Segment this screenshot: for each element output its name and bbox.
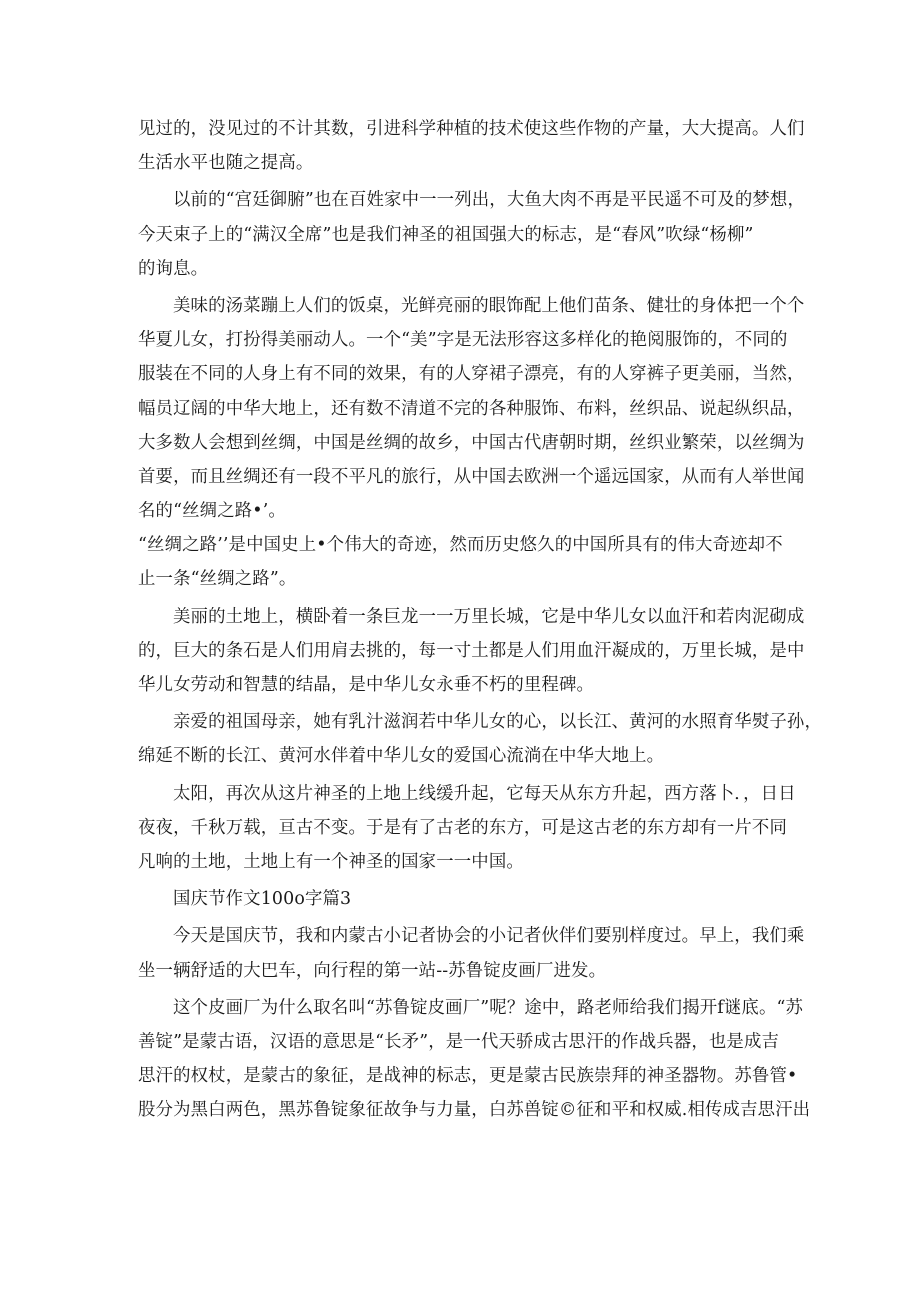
text-line: 思汗的权杖，是蒙古的象征，是战神的标志，更是蒙古民族崇拜的神圣器物。苏鲁管• xyxy=(138,1066,798,1087)
text-line: “丝绸之路’’是中国史上•个伟大的奇迹，然而历史悠久的中国所具有的伟大奇迹却不 xyxy=(138,535,783,556)
text-line: 绵延不断的长江、黄河水伴着中华儿女的爱国心流淌在中华大地上。 xyxy=(138,746,665,767)
text-line: 股分为黑白两色，黑苏鲁锭象征故争与力量，白苏兽锭©征和平和权威.相传成吉思汗出 xyxy=(138,1100,811,1121)
text-line: 服装在不同的人身上有不同的效果，有的人穿裙子漂亮，有的人穿裤子更美丽，当然， xyxy=(138,364,805,385)
text-line: 凡响的土地，土地上有一个神圣的国家一一中国。 xyxy=(138,851,524,872)
section-heading xyxy=(138,882,780,916)
paragraph xyxy=(138,183,806,286)
text-line: 的询息。 xyxy=(138,258,209,279)
heading-line: 国庆节作文100o字篇3 xyxy=(173,889,352,910)
paragraph xyxy=(138,600,805,703)
text-line: 以前的“宫廷御腑”也在百姓家中一一列出，大鱼大肉不再是平民遥不可及的梦想， xyxy=(173,190,806,211)
text-line: 大多数人会想到丝绸，中国是丝绸的故乡，中国古代唐朝时期，丝织业繁荣，以丝绸为 xyxy=(138,432,805,453)
text-line: 这个皮画厂为什么取名叫“苏鲁锭皮画厂”呢？途中，路老师给我们揭开f谜底。“苏 xyxy=(173,997,804,1018)
text-line: 太阳，再次从这片神圣的上地上线缓升起，它每天从东方升起，西方落卜．，日日 xyxy=(173,783,796,804)
text-line: 亲爱的祖国母亲，她有乳汁滋润若中华儿女的心，以长江、黄河的水照育华熨子孙， xyxy=(173,712,823,733)
paragraph xyxy=(138,919,805,987)
paragraph xyxy=(138,705,823,773)
text-line: 见过的，没见过的不计其数，引进科学种植的技术使这些作物的产量，大大提高。人们 xyxy=(138,119,805,139)
text-line: 生活水平也随之提高。 xyxy=(138,153,314,174)
text-line: 夜夜，千秋万载，亘古不变。于是有了古老的东方，可是这古老的东方却有一片不同 xyxy=(138,817,788,838)
text-line: 华儿女劳动和智慧的结晶，是中华儿女永垂不朽的里程碑。 xyxy=(138,675,595,695)
document-body xyxy=(138,112,823,1127)
paragraph xyxy=(138,112,805,180)
text-line: 幅员辽阔的中华大地上，还有数不清道不完的各种服饰、布料，丝织品、说起纵织品， xyxy=(138,398,805,419)
text-line: 美味的汤菜蹦上人们的饭桌，光鲜亮丽的眼饰配上他们苗条、健壮的身体把一个个 xyxy=(173,295,805,316)
text-line: 坐一辆舒适的大巴车，向行程的第一站--苏鲁锭皮画厂进发。 xyxy=(138,960,607,981)
text-line: 的，巨大的条石是人们用肩去挑的，每一寸土都是人们用血汗凝成的，万里长城，是中 xyxy=(138,640,805,661)
text-line: 首要，而且丝绸还有一段不平凡的旅行，从中国去欧洲一个遥远国家，从而有人举世闻 xyxy=(138,466,805,487)
text-line: 名的“丝绸之路•’。 xyxy=(138,501,286,522)
paragraph xyxy=(138,289,805,528)
paragraph xyxy=(138,528,783,596)
text-line: 今天是国庆节，我和内蒙古小记者协会的小记者伙伴们要别样度过。早上，我们乘 xyxy=(173,926,805,947)
text-line: 美丽的土地上，横卧着一条巨龙一一万里长城，它是中华儿女以血汗和若肉泥砌成 xyxy=(173,606,805,627)
text-line: 今天束子上的“满汉全席”也是我们神圣的祖国强大的标志，是“春风”吹绿“杨柳” xyxy=(138,224,754,245)
paragraph xyxy=(138,991,811,1128)
text-line: 华夏儿女，打扮得美丽动人。一个“美”字是无法形容这多样化的艳阅服饰的，不同的 xyxy=(138,330,788,351)
paragraph xyxy=(138,777,796,880)
text-line: 止一条“丝绸之路”。 xyxy=(138,569,297,590)
text-line: 善锭”是蒙古语，汉语的意思是“长矛”，是一代天骄成古思汗的作战兵器，也是成吉 xyxy=(138,1031,780,1052)
